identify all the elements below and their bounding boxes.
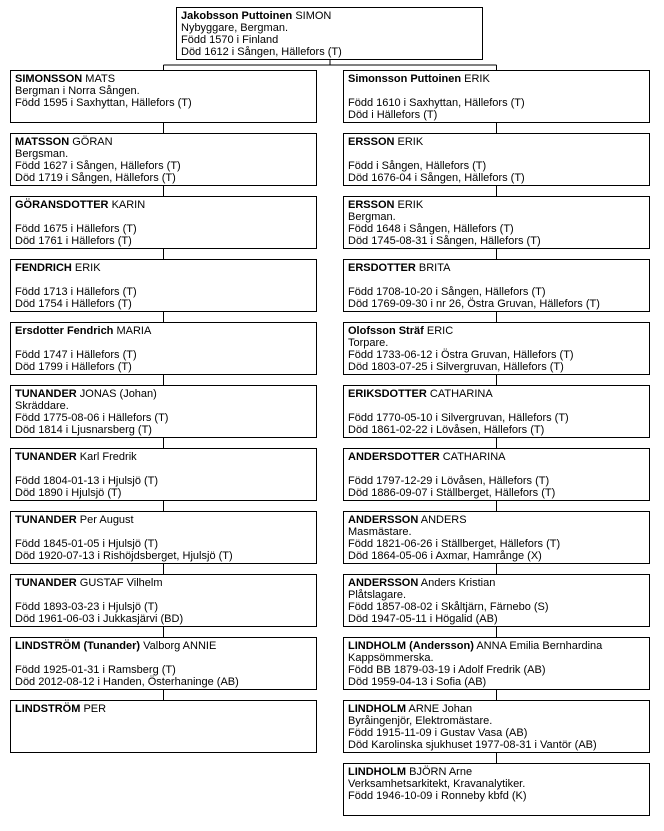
person-detail-line <box>15 109 312 121</box>
person-given-name: ERIK <box>397 199 424 211</box>
person-box-left <box>10 511 317 564</box>
person-detail-line: Död 1799 i Hällefors (T) <box>15 361 132 373</box>
person-box-left <box>10 700 317 753</box>
person-detail-line: Död 1890 i Hjulsjö (T) <box>15 487 122 499</box>
person-detail-line: Masmästare. <box>348 526 412 538</box>
person-given-name: MATS <box>85 73 116 85</box>
person-given-name: Per August <box>79 514 134 526</box>
person-name <box>181 10 478 22</box>
person-detail-line: Död 1864-05-06 i Axmar, Hamrånge (X) <box>348 550 542 562</box>
person-given-name: Anders Kristian <box>420 577 496 589</box>
person-surname: ANDERSSON <box>348 514 419 526</box>
person-detail-line: Född 1570 i Finland <box>181 34 279 46</box>
person-given-name: CATHARINA <box>442 451 506 463</box>
person-name <box>15 577 312 589</box>
person-surname: ERIKSDOTTER <box>348 388 427 400</box>
person-detail-line: Född 1747 i Hällefors (T) <box>15 349 137 361</box>
person-box-root <box>176 7 483 60</box>
person-detail-line: Död 2012-08-12 i Handen, Österhaninge (AB) <box>15 676 239 688</box>
person-name <box>15 514 312 526</box>
person-detail-line: Född 1893-03-23 i Hjulsjö (T) <box>15 601 159 613</box>
person-detail-line: Död 1886-09-07 i Ställberget, Hällefors (T) <box>348 487 556 499</box>
person-given-name: SIMON <box>295 10 332 22</box>
person-surname: GÖRANSDOTTER <box>15 199 109 211</box>
person-detail-line: Bergman. <box>348 211 396 223</box>
person-given-name: PER <box>83 703 107 715</box>
person-surname: Simonsson Puttoinen <box>348 73 462 85</box>
person-name <box>348 514 645 526</box>
person-detail-line: Kappsömmerska. <box>348 652 434 664</box>
person-given-name: ANNA Emilia Bernhardina <box>476 640 603 652</box>
person-detail-line: Byråingenjör, Elektromästare. <box>348 715 493 727</box>
person-box-left <box>10 448 317 501</box>
person-detail-line <box>15 274 312 286</box>
person-name <box>15 640 312 652</box>
person-detail-line: Död 1814 i Ljusnarsberg (T) <box>15 424 152 436</box>
person-detail-line: Död 1745-08-31 i Sången, Hällefors (T) <box>348 235 541 247</box>
person-detail-line: Död 1754 i Hällefors (T) <box>15 298 132 310</box>
person-detail-line: Född 1845-01-05 i Hjulsjö (T) <box>15 538 159 550</box>
person-given-name: JONAS (Johan) <box>79 388 157 400</box>
person-box-left <box>10 70 317 123</box>
person-name <box>348 703 645 715</box>
person-detail-line: Född 1648 i Sången, Hällefors (T) <box>348 223 514 235</box>
person-surname: TUNANDER <box>15 577 77 589</box>
person-name <box>15 262 312 274</box>
person-detail-line <box>348 274 645 286</box>
person-surname: LINDSTRÖM <box>15 703 81 715</box>
person-detail-line <box>15 727 312 739</box>
person-given-name: KARIN <box>111 199 146 211</box>
person-detail-line <box>15 739 312 751</box>
person-detail-line: Död 1769-09-30 i nr 26, Östra Gruvan, Hällefors (T) <box>348 298 600 310</box>
person-name <box>348 73 645 85</box>
person-surname: ANDERSDOTTER <box>348 451 440 463</box>
person-box-right <box>343 763 650 816</box>
person-box-left <box>10 259 317 312</box>
person-detail-line: Född 1946-10-09 i Ronneby kbfd (K) <box>348 790 527 802</box>
person-detail-line: Född 1708-10-20 i Sången, Hällefors (T) <box>348 286 546 298</box>
person-given-name: ANDERS <box>420 514 467 526</box>
person-surname: Ersdotter Fendrich <box>15 325 114 337</box>
person-box-right <box>343 196 650 249</box>
person-box-right <box>343 70 650 123</box>
person-name <box>348 262 645 274</box>
person-detail-line: Död 1719 i Sången, Hällefors (T) <box>15 172 176 184</box>
person-box-right <box>343 574 650 627</box>
person-box-left <box>10 322 317 375</box>
person-surname: Olofsson Sträf <box>348 325 424 337</box>
person-detail-line <box>348 463 645 475</box>
person-name <box>15 451 312 463</box>
person-given-name: BJÖRN Arne <box>409 766 473 778</box>
person-detail-line <box>15 337 312 349</box>
person-detail-line: Död 1861-02-22 i Lövåsen, Hällefors (T) <box>348 424 545 436</box>
person-box-left <box>10 574 317 627</box>
person-detail-line: Född 1797-12-29 i Lövåsen, Hällefors (T) <box>348 475 550 487</box>
person-detail-line: Död 1803-07-25 i Silvergruvan, Hällefors (T) <box>348 361 564 373</box>
person-name <box>15 199 312 211</box>
person-detail-line <box>15 463 312 475</box>
person-detail-line: Död 1959-04-13 i Sofia (AB) <box>348 676 487 688</box>
person-surname: SIMONSSON <box>15 73 83 85</box>
person-detail-line <box>15 526 312 538</box>
person-detail-line: Född 1627 i Sången, Hällefors (T) <box>15 160 181 172</box>
person-box-right <box>343 322 650 375</box>
person-detail-line: Född 1610 i Saxhyttan, Hällefors (T) <box>348 97 525 109</box>
person-name <box>348 199 645 211</box>
person-surname: ERSDOTTER <box>348 262 416 274</box>
person-detail-line: Död 1961-06-03 i Jukkasjärvi (BD) <box>15 613 184 625</box>
person-surname: TUNANDER <box>15 514 77 526</box>
person-given-name: ERIK <box>74 262 101 274</box>
person-box-left <box>10 637 317 690</box>
person-detail-line <box>348 148 645 160</box>
person-surname: ERSSON <box>348 136 395 148</box>
person-detail-line: Född i Sången, Hällefors (T) <box>348 160 487 172</box>
person-given-name: GUSTAF Vilhelm <box>79 577 163 589</box>
person-box-right <box>343 700 650 753</box>
person-surname: FENDRICH <box>15 262 72 274</box>
person-detail-line: Född 1675 i Hällefors (T) <box>15 223 137 235</box>
person-box-right <box>343 259 650 312</box>
person-detail-line: Död i Hällefors (T) <box>348 109 438 121</box>
person-given-name: CATHARINA <box>429 388 493 400</box>
person-box-right <box>343 637 650 690</box>
person-name <box>348 136 645 148</box>
person-surname: TUNANDER <box>15 388 77 400</box>
person-surname: LINDSTRÖM (Tunander) <box>15 640 141 652</box>
person-detail-line: Död 1676-04 i Sången, Hällefors (T) <box>348 172 525 184</box>
person-given-name: ERIK <box>397 136 424 148</box>
person-name <box>348 388 645 400</box>
person-box-right <box>343 385 650 438</box>
person-detail-line <box>15 652 312 664</box>
person-box-left <box>10 133 317 186</box>
person-detail-line: Född 1925-01-31 i Ramsberg (T) <box>15 664 176 676</box>
person-name <box>348 451 645 463</box>
person-detail-line <box>15 715 312 727</box>
person-name <box>15 136 312 148</box>
person-surname: LINDHOLM <box>348 766 407 778</box>
person-given-name: ARNE Johan <box>408 703 473 715</box>
person-detail-line: Född BB 1879-03-19 i Adolf Fredrik (AB) <box>348 664 546 676</box>
person-name <box>15 703 312 715</box>
person-surname: Jakobsson Puttoinen <box>181 10 293 22</box>
person-detail-line: Född 1804-01-13 i Hjulsjö (T) <box>15 475 159 487</box>
person-box-right <box>343 133 650 186</box>
person-box-right <box>343 448 650 501</box>
person-box-left <box>10 385 317 438</box>
person-detail-line: Död 1761 i Hällefors (T) <box>15 235 132 247</box>
person-detail-line: Född 1733-06-12 i Östra Gruvan, Hällefors (T) <box>348 349 574 361</box>
person-given-name: MARIA <box>116 325 152 337</box>
person-detail-line: Född 1857-08-02 i Skåltjärn, Färnebo (S) <box>348 601 549 613</box>
person-detail-line <box>348 85 645 97</box>
person-surname: LINDHOLM (Andersson) <box>348 640 474 652</box>
person-name <box>15 73 312 85</box>
person-detail-line: Bergsman. <box>15 148 69 160</box>
person-detail-line <box>15 211 312 223</box>
person-detail-line <box>348 802 645 814</box>
person-given-name: BRITA <box>418 262 451 274</box>
person-surname: TUNANDER <box>15 451 77 463</box>
person-detail-line: Född 1595 i Saxhyttan, Hällefors (T) <box>15 97 192 109</box>
person-name <box>348 766 645 778</box>
person-detail-line <box>348 400 645 412</box>
person-detail-line: Nybyggare, Bergman. <box>181 22 288 34</box>
person-name <box>348 577 645 589</box>
person-detail-line: Död Karolinska sjukhuset 1977-08-31 i Vantör (AB) <box>348 739 597 751</box>
person-detail-line: Plåtslagare. <box>348 589 407 601</box>
person-box-left <box>10 196 317 249</box>
person-detail-line: Skräddare. <box>15 400 69 412</box>
person-name <box>15 325 312 337</box>
person-given-name: Valborg ANNIE <box>143 640 217 652</box>
person-given-name: GÖRAN <box>72 136 113 148</box>
person-surname: ANDERSSON <box>348 577 419 589</box>
person-detail-line: Död 1947-05-11 i Högalid (AB) <box>348 613 498 625</box>
person-detail-line: Född 1821-06-26 i Ställberget, Hällefors (T) <box>348 538 561 550</box>
person-detail-line: Född 1775-08-06 i Hällefors (T) <box>15 412 169 424</box>
person-given-name: ERIC <box>426 325 454 337</box>
person-detail-line: Född 1770-05-10 i Silvergruvan, Hällefors (T) <box>348 412 569 424</box>
person-surname: LINDHOLM <box>348 703 407 715</box>
person-box-right <box>343 511 650 564</box>
person-detail-line: Bergman i Norra Sången. <box>15 85 140 97</box>
person-detail-line: Född 1915-11-09 i Gustav Vasa (AB) <box>348 727 528 739</box>
person-name <box>348 325 645 337</box>
person-given-name: Karl Fredrik <box>79 451 137 463</box>
person-detail-line: Född 1713 i Hällefors (T) <box>15 286 137 298</box>
person-detail-line: Död 1920-07-13 i Rishöjdsberget, Hjulsjö (T) <box>15 550 233 562</box>
person-given-name: ERIK <box>464 73 490 85</box>
person-surname: ERSSON <box>348 199 395 211</box>
person-detail-line: Död 1612 i Sången, Hällefors (T) <box>181 46 342 58</box>
person-detail-line: Torpare. <box>348 337 389 349</box>
person-surname: MATSSON <box>15 136 70 148</box>
person-name <box>15 388 312 400</box>
person-detail-line <box>15 589 312 601</box>
person-detail-line: Verksamhetsarkitekt, Kravanalytiker. <box>348 778 526 790</box>
person-name <box>348 640 645 652</box>
